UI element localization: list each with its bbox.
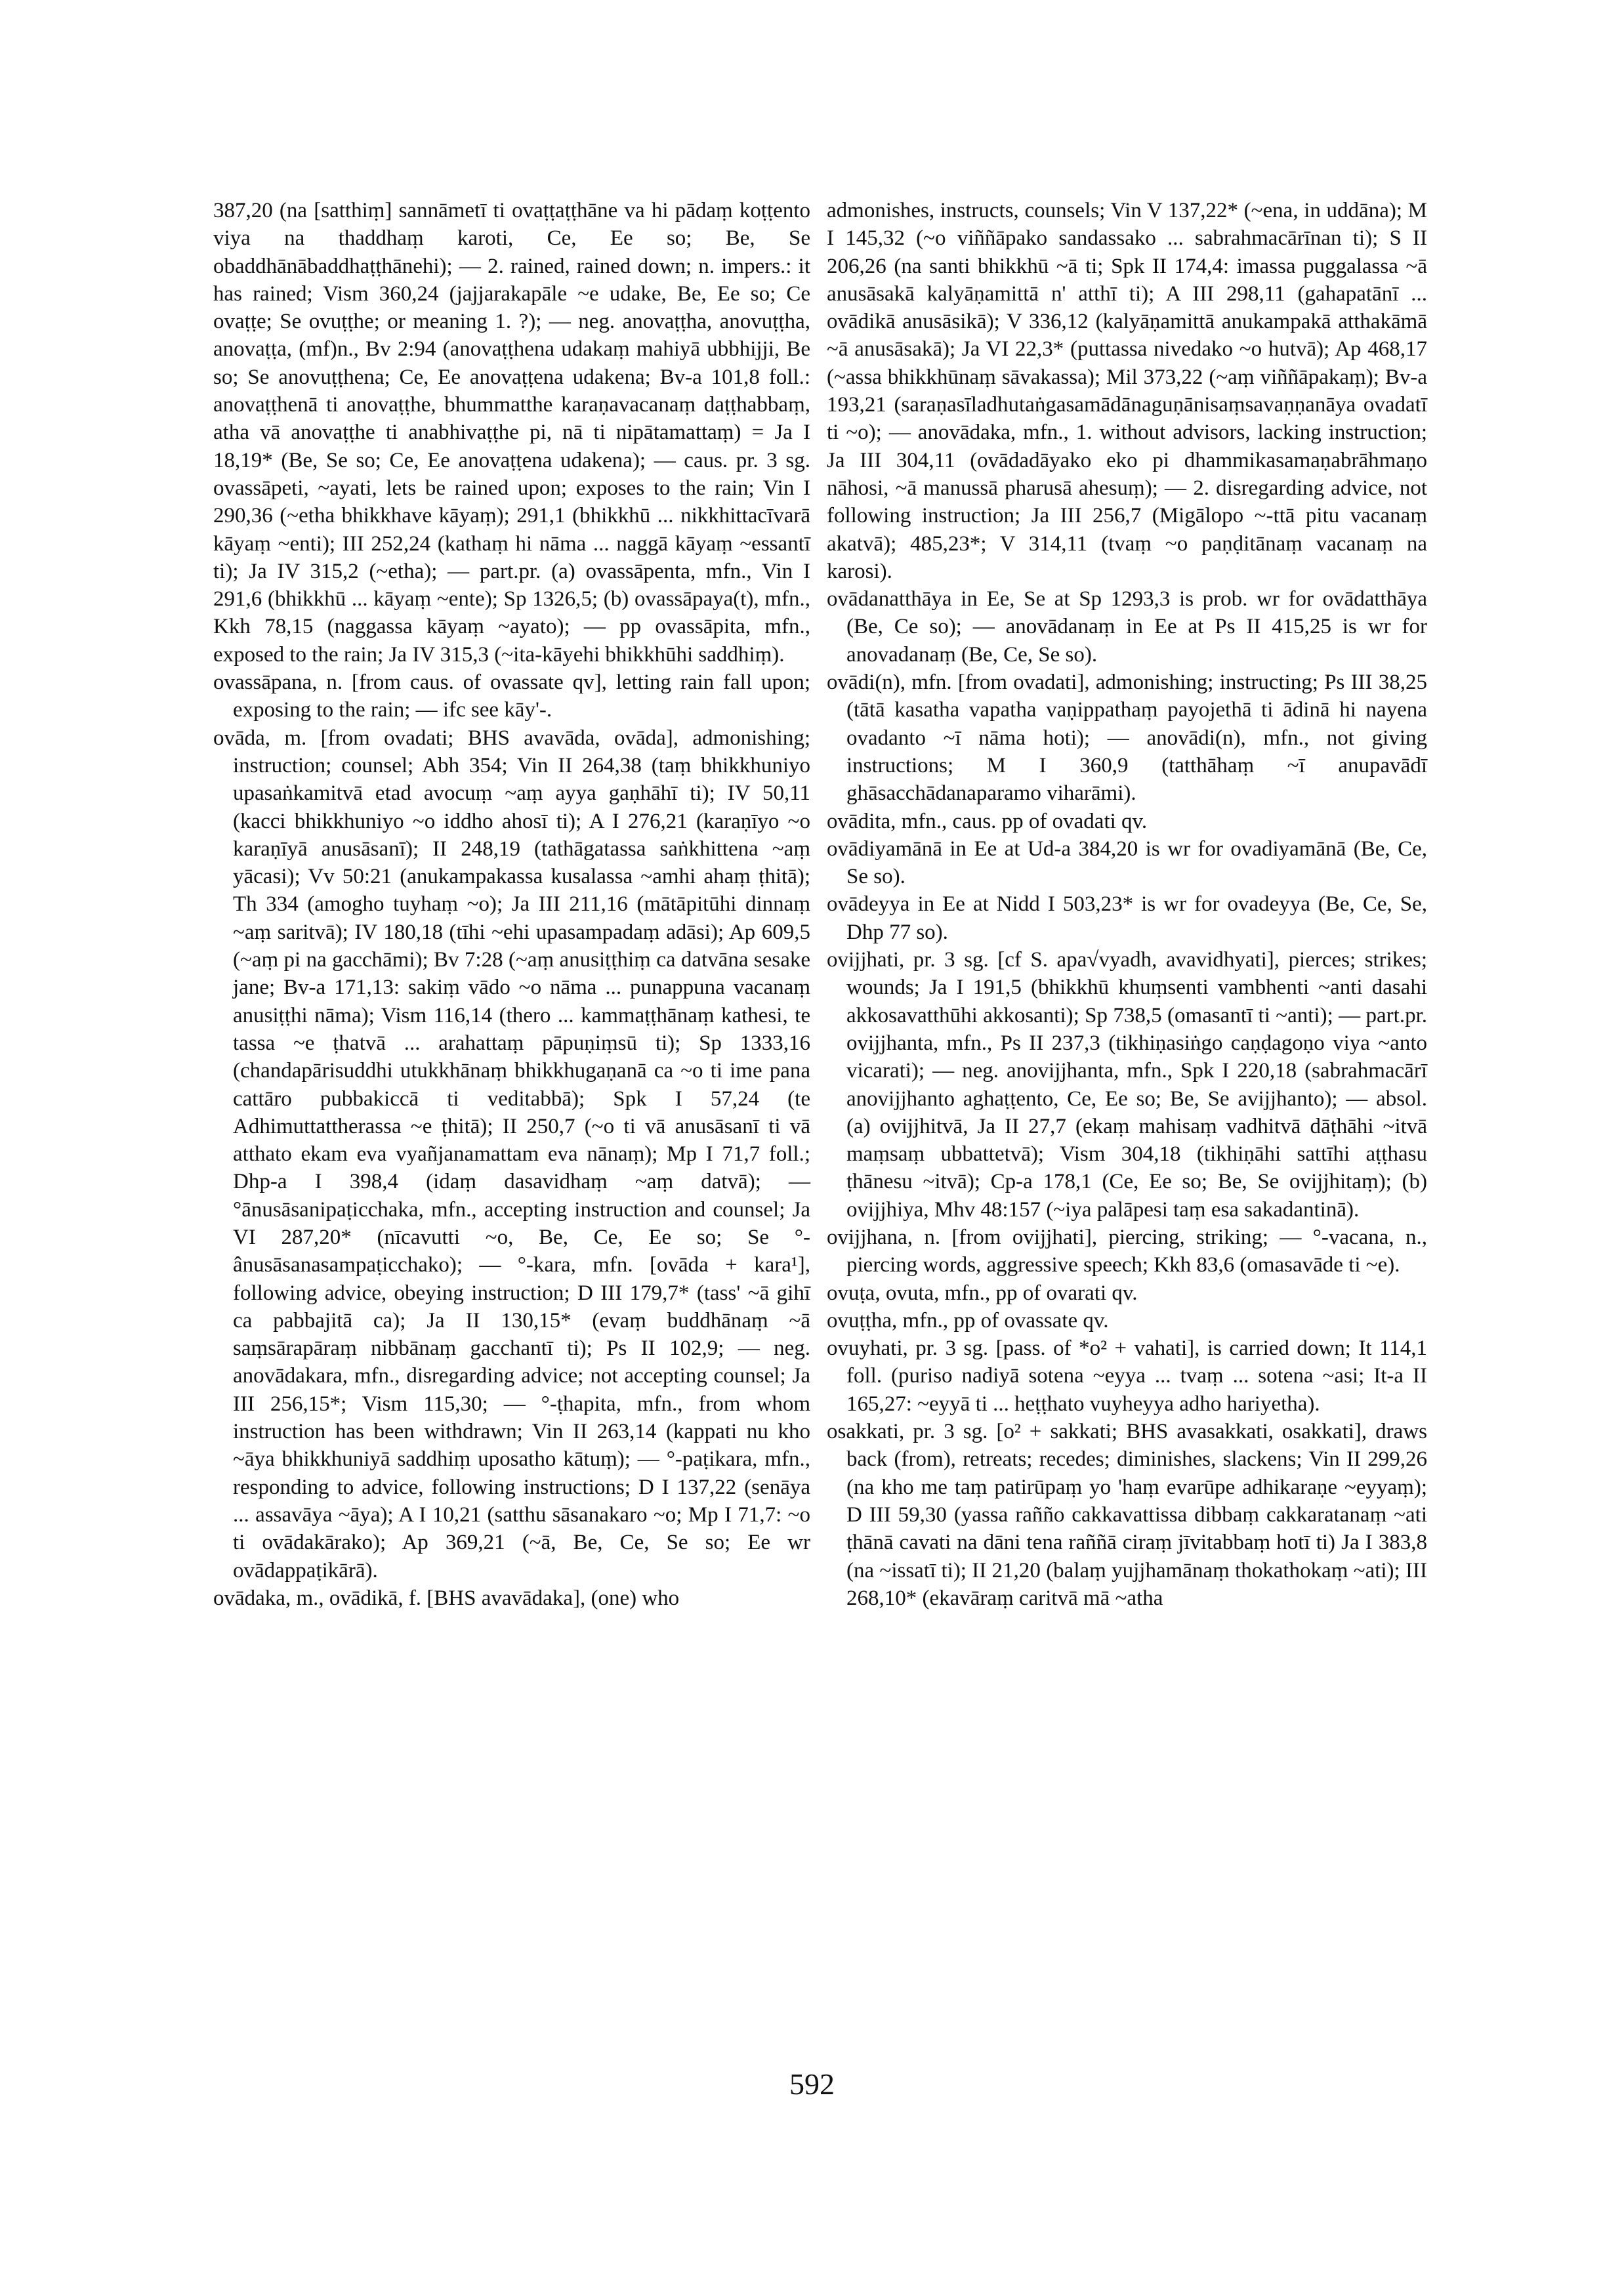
page-number: 592 xyxy=(789,2067,835,2101)
entry-ovassapana: ovassāpana, n. [from caus. of ovassate qv], letting rain fall upon; exposing to the rain; — ifc see kāy'-. xyxy=(213,671,810,722)
right-column xyxy=(827,197,1427,1612)
entry-ovadita: ovādita, mfn., caus. pp of ovadati qv. xyxy=(827,809,1148,833)
entry-ovadiyamana: ovādiyamānā in Ee at Ud-a 384,20 is wr for ovadiyamānā (Be, Ce, Se so). xyxy=(827,837,1427,889)
entry-continuation: 387,20 (na [satthiṃ] sannāmetī ti ovaṭṭaṭṭhāne va hi pādaṃ koṭṭento viya na thaddhaṃ karoti, Ce, Ee so; Be, Se obaddhānābaddhaṭṭhānehi); — 2. rained, rained down; n. impers.: it has rained; Vism 360,24 (jajjarakapāle ~e udake, Be, Ee so; Ce ovaṭṭe; Se ovuṭṭhe; or meaning 1. ?); — neg. anovaṭṭha, anovuṭṭha, anovaṭṭa, (mf)n., Bv 2:94 (anovaṭṭhena udakaṃ mahiyā ubbhijji, Be so; Se anovuṭṭhena; Ce, Ee anovaṭṭena udakena; Bv-a 101,8 foll.: anovaṭṭhenā ti anovaṭṭhe, bhummatthe karaṇavacanaṃ daṭṭhabbaṃ, atha vā anovaṭṭhe ti anabhivaṭṭhe pi, nā ti nipātamattaṃ) = Ja I 18,19* (Be, Se so; Ce, Ee anovaṭṭena udakena); — caus. pr. 3 sg. ovassāpeti, ~ayati, lets be rained upon; exposes to the rain; Vin I 290,36 (~etha bhikkhave kāyaṃ); 291,1 (bhikkhū ... nikkhittacīvarā kāyaṃ ~enti); III 252,24 (kathaṃ hi nāma ... naggā kāyaṃ ~essantī ti); Ja IV 315,2 (~etha); — part.pr. (a) ovassāpenta, mfn., Vin I 291,6 (bhikkhū ... kāyaṃ ~ente); Sp 1326,5; (b) ovassāpaya(t), mfn., Kkh 78,15 (naggassa kāyaṃ ~ayato); — pp ovassāpita, mfn., exposed to the rain; Ja IV 315,3 (~ita-kāyehi bhikkhūhi saddhiṃ). xyxy=(213,199,810,667)
entry-ovijjhana: ovijjhana, n. [from ovijjhati], piercing, striking; — °-vacana, n., piercing words, aggressive speech; Kkh 83,6 (omasavāde ti ~e). xyxy=(827,1225,1427,1277)
entry-ovadaka: ovādaka, m., ovādikā, f. [BHS avavādaka], (one) who xyxy=(213,1586,680,1610)
entry-ovada: ovāda, m. [from ovadati; BHS avavāda, ovāda], admonishing; instruction; counsel; Abh 354; Vin II 264,38 (taṃ bhikkhuniyo upasaṅkamitvā etad avocuṃ ~aṃ ayya gaṇhāhī ti); IV 50,11 (kacci bhikkhuniyo ~o iddho ahosī ti); A I 276,21 (karaṇīyo ~o karaṇīyā anusāsanī); II 248,19 (tathāgatassa saṅkhittena ~aṃ yācasi); Vv 50:21 (anukampakassa kusalassa ~amhi ahaṃ ṭhitā); Th 334 (amogho tuyhaṃ ~o); Ja III 211,16 (mātāpitūhi dinnaṃ ~aṃ saritvā); IV 180,18 (tīhi ~ehi upasampadaṃ adāsi); Ap 609,5 (~aṃ pi na gacchāmi); Bv 7:28 (~aṃ anusiṭṭhiṃ ca datvāna sesake jane; Bv-a 171,13: sakiṃ vādo ~o nāma ... punappuna vacanaṃ anusiṭṭhi nāma); Vism 116,14 (thero ... kammaṭṭhānaṃ kathesi, te tassa ~e ṭhatvā ... arahattaṃ pāpuṇiṃsū ti); Sp 1333,16 (chandapārisuddhi utukkhānaṃ bhikkhugaṇanā ca ~o ti ime pana cattāro pubbakiccā ti veditabbā); Spk I 57,24 (te Adhimuttattherassa ~e ṭhitā); II 250,7 (~o ti vā anusāsanī ti vā atthato ekam eva vyañjanamattam eva nānaṃ); Mp I 71,7 foll.; Dhp-a I 398,4 (idaṃ dasavidhaṃ ~aṃ datvā); — °ānusāsanipaṭicchaka, mfn., accepting instruction and counsel; Ja VI 287,20* (nīcavutti ~o, Be, Ce, Ee so; Se °-ânusāsanasampaṭicchako); — °-kara, mfn. [ovāda + kara¹], following advice, obeying instruction; D III 179,7* (tass' ~ā gihī ca pabbajitā ca); Ja II 130,15* (evaṃ buddhānaṃ ~ā saṃsārapāraṃ nibbānaṃ gacchantī ti); Ps II 102,9; — neg. anovādakara, mfn., disregarding advice; not accepting counsel; Ja III 256,15*; Vism 115,30; — °-ṭhapita, mfn., from whom instruction has been withdrawn; Vin II 263,14 (kappati nu kho ~āya bhikkhuniyā saddhiṃ uposatho kātuṃ); — °-paṭikara, mfn., responding to advice, following instructions; D I 137,22 (senāya ... assavāya ~āya); A I 10,21 (satthu sāsanakaro ~o; Mp I 71,7: ~o ti ovādakārako); Ap 369,21 (~ā, Be, Ce, Se so; Ee wr ovādappaṭikārā). xyxy=(213,726,810,1582)
entry-ovadin: ovādi(n), mfn. [from ovadati], admonishing; instructing; Ps III 38,25 (tātā kasatha vapatha vaṇippathaṃ payojethā ti ādinā hi nayena ovadanto ~ī nāma hoti); — anovādi(n), mfn., not giving instructions; M I 360,9 (tatthāhaṃ ~ī anupavādī ghāsacchādanaparamo viharāmi). xyxy=(827,671,1427,806)
entry-ovijjhati: ovijjhati, pr. 3 sg. [cf S. apa√vyadh, avavidhyati], pierces; strikes; wounds; Ja I 191,5 (bhikkhū khuṃsenti vambhenti ~anti dasahi akkosavatthūhi akkosanti); Sp 738,5 (omasantī ti ~anti); — part.pr. ovijjhanta, mfn., Ps II 237,3 (tikhiṇasiṅgo caṇḍagoṇo viya ~anto vicarati); — neg. anovijjhanta, mfn., Spk I 220,18 (sabrahmacārī anovijjhanto aghaṭṭento, Ce, Ee so; Be, Se avijjhanto); — absol. (a) ovijjhitvā, Ja II 27,7 (ekaṃ mahisaṃ vadhitvā dāṭhāhi ~itvā maṃsaṃ ubbattetvā); Vism 304,18 (tikhiṇāhi sattīhi aṭṭhasu ṭhānesu ~itvā); Cp-a 178,1 (Ce, Ee so; Be, Se ovijjhitaṃ); (b) ovijjhiya, Mhv 48:157 (~iya palāpesi taṃ esa sakadantinā). xyxy=(827,948,1427,1222)
left-column xyxy=(213,197,810,1612)
entry-ovadanatthaya: ovādanatthāya in Ee, Se at Sp 1293,3 is prob. wr for ovādatthāya (Be, Ce so); — anovādanaṃ in Ee at Ps II 415,25 is wr for anovadanaṃ (Be, Ce, Se so). xyxy=(827,587,1427,667)
entry-continuation: admonishes, instructs, counsels; Vin V 137,22* (~ena, in uddāna); M I 145,32 (~o viññāpako sandassako ... sabrahmacārīnan ti); S II 206,26 (na santi bhikkhū ~ā ti; Spk II 174,4: imassa puggalassa ~ā anusāsakā kalyāṇamittā n' atthī ti); A III 298,11 (gahapatānī ... ovādikā anusāsikā); V 336,12 (kalyāṇamittā anukampakā atthakāmā ~ā anusāsakā); Ja VI 22,3* (puttassa nivedako ~o hutvā); Ap 468,17 (~assa bhikkhūnaṃ sāvakassa); Mil 373,22 (~aṃ viññāpakaṃ); Bv-a 193,21 (saraṇasīladhutaṅgasamādānaguṇānisaṃsavaṇṇanāya ovadatī ti ~o); — anovādaka, mfn., 1. without advisors, lacking instruction; Ja III 304,11 (ovādadāyako eko pi dhammikasamaṇabrāhmaṇo nāhosi, ~ā manussā pharusā ahesuṃ); — 2. disregarding advice, not following instruction; Ja III 256,7 (Migālopo ~-ttā pitu vacanaṃ akatvā); 485,23*; V 314,11 (tvaṃ ~o paṇḍitānaṃ vacanaṃ na karosi). xyxy=(827,199,1427,583)
entry-ovuta: ovuṭa, ovuta, mfn., pp of ovarati qv. xyxy=(827,1281,1138,1305)
entry-osakkati: osakkati, pr. 3 sg. [o² + sakkati; BHS avasakkati, osakkati], draws back (from), retreats; recedes; diminishes, slackens; Vin II 299,26 (na kho me taṃ patirūpaṃ yo 'haṃ evarūpe adhikaraṇe ~eyyaṃ); D III 59,30 (yassa rañño cakkavattissa dibbaṃ cakkaratanaṃ ~ati ṭhānā cavati na dāni tena raññā ciraṃ jīvitabbaṃ hotī ti) Ja I 383,8 (na ~issatī ti); II 21,20 (balaṃ yujjhamānaṃ thokathokaṃ ~ati); III 268,10* (ekavāraṃ caritvā mā ~atha xyxy=(827,1420,1427,1610)
entry-ovadeyya: ovādeyya in Ee at Nidd I 503,23* is wr for ovadeyya (Be, Ce, Se, Dhp 77 so). xyxy=(827,892,1427,944)
entry-ovuyhati: ovuyhati, pr. 3 sg. [pass. of *o² + vahati], is carried down; It 114,1 foll. (puriso nadiyā sotena ~eyya ... tvaṃ ... sotena ~asi; It-a II 165,27: ~eyyā ti ... heṭṭhato vuyheyya adho hariyetha). xyxy=(827,1336,1427,1416)
entry-ovuttha: ovuṭṭha, mfn., pp of ovassate qv. xyxy=(827,1308,1109,1333)
